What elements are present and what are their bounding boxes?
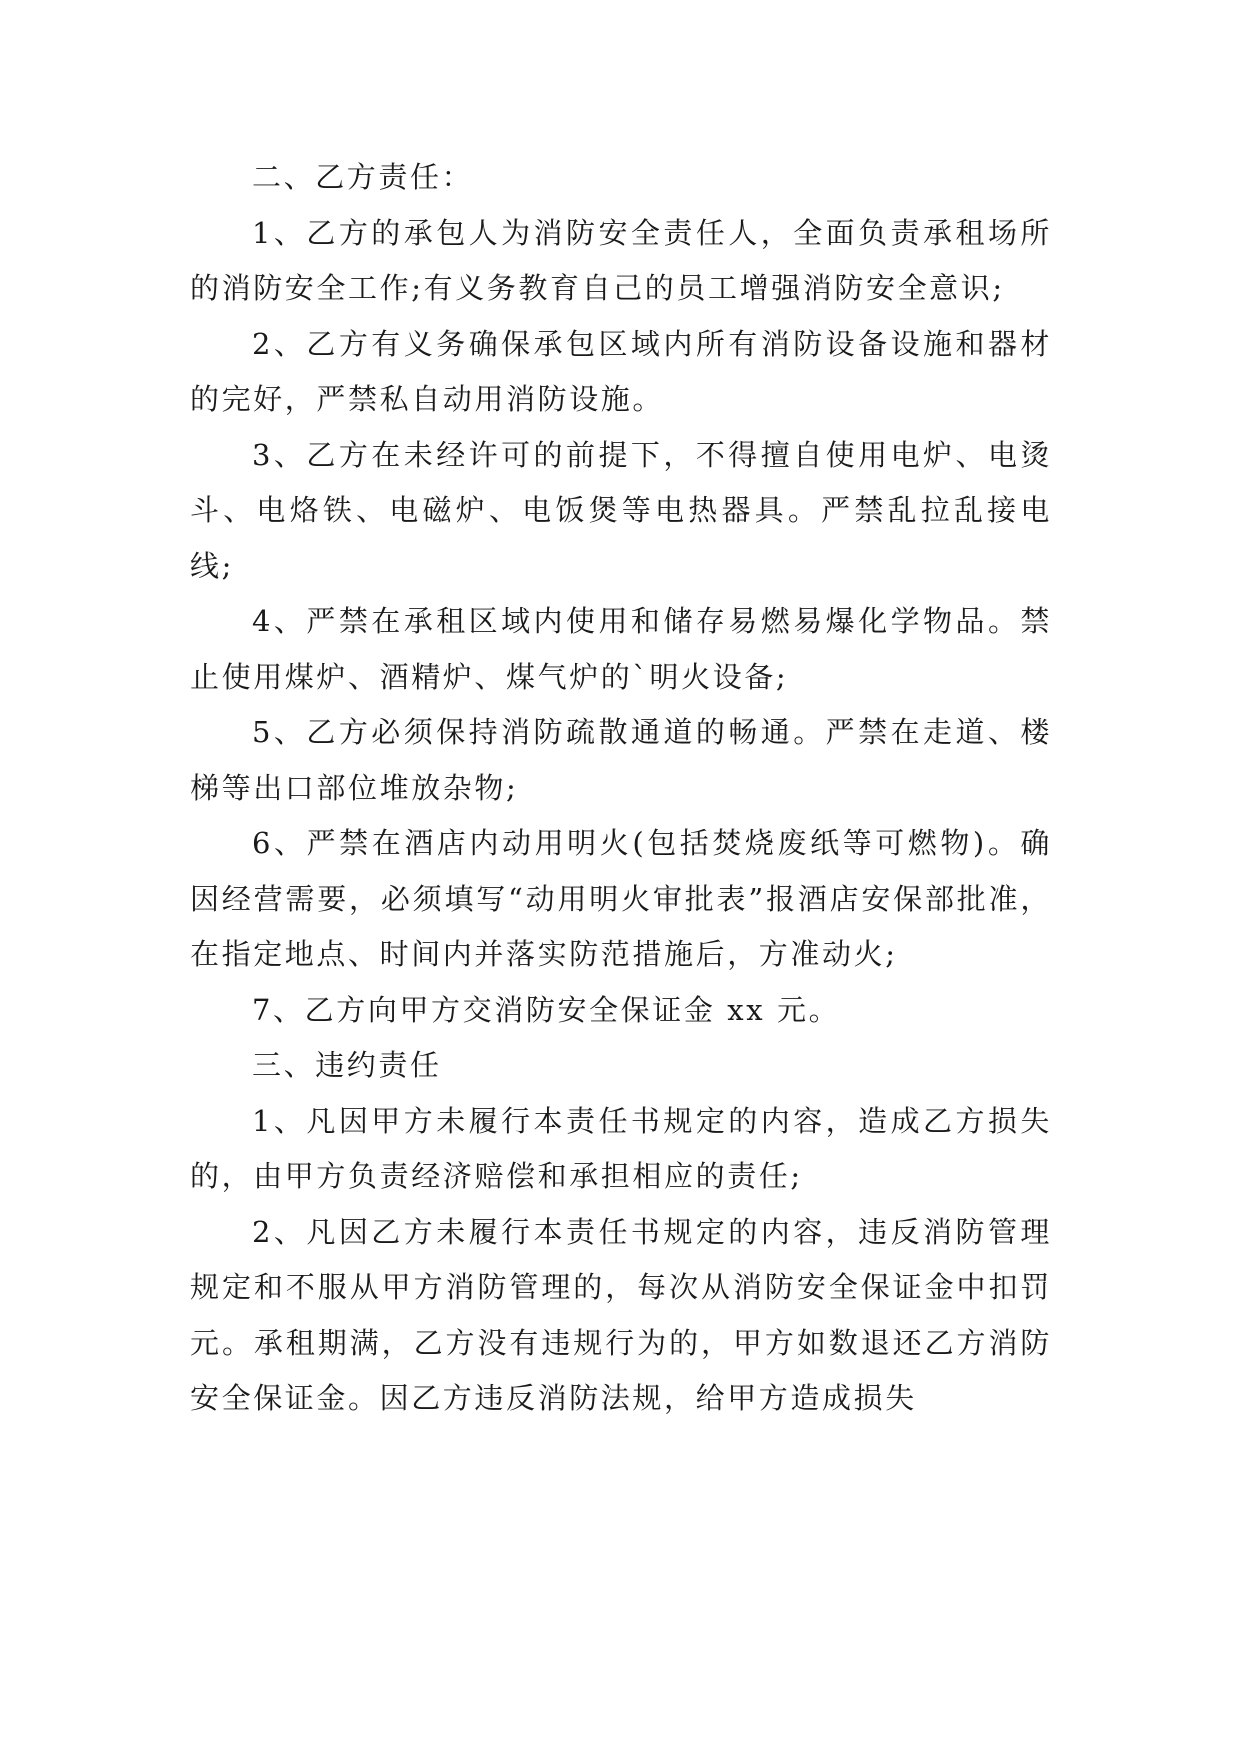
paragraph-item-7: 7、乙方向甲方交消防安全保证金 xx 元。 [252, 992, 841, 1027]
document-body [190, 150, 1052, 1427]
paragraph-item-3: 3、乙方在未经许可的前提下，不得擅自使用电炉、电烫斗、电烙铁、电磁炉、电饭煲等电热器具。严禁乱拉乱接电线; [190, 437, 1052, 583]
paragraph-item-4: 4、严禁在承租区域内使用和储存易燃易爆化学物品。禁止使用煤炉、酒精炉、煤气炉的`明火设备; [190, 604, 1052, 694]
paragraph-item-6: 6、严禁在酒店内动用明火(包括焚烧废纸等可燃物)。确因经营需要，必须填写“动用明火审批表”报酒店安保部批准，在指定地点、时间内并落实防范措施后，方准动火; [190, 826, 1052, 971]
section-heading-party-b-responsibilities: 二、乙方责任： [252, 160, 474, 194]
paragraph-breach-item-2: 2、凡因乙方未履行本责任书规定的内容，违反消防管理规定和不服从甲方消防管理的，每次从消防安全保证金中扣罚元。承租期满，乙方没有违规行为的，甲方如数退还乙方消防安全保证金。因乙方违反消防法规，给甲方造成损失 [190, 1214, 1052, 1415]
paragraph-item-5: 5、乙方必须保持消防疏散通道的畅通。严禁在走道、楼梯等出口部位堆放杂物; [190, 715, 1052, 805]
paragraph-breach-item-1: 1、凡因甲方未履行本责任书规定的内容，造成乙方损失的，由甲方负责经济赔偿和承担相应的责任; [190, 1103, 1052, 1193]
paragraph-item-2: 2、乙方有义务确保承包区域内所有消防设备设施和器材的完好，严禁私自动用消防设施。 [190, 326, 1052, 416]
section-heading-liability-for-breach: 三、违约责任 [252, 1048, 442, 1082]
paragraph-item-1: 1、乙方的承包人为消防安全责任人，全面负责承租场所的消防安全工作;有义务教育自己的员工增强消防安全意识; [190, 215, 1052, 305]
